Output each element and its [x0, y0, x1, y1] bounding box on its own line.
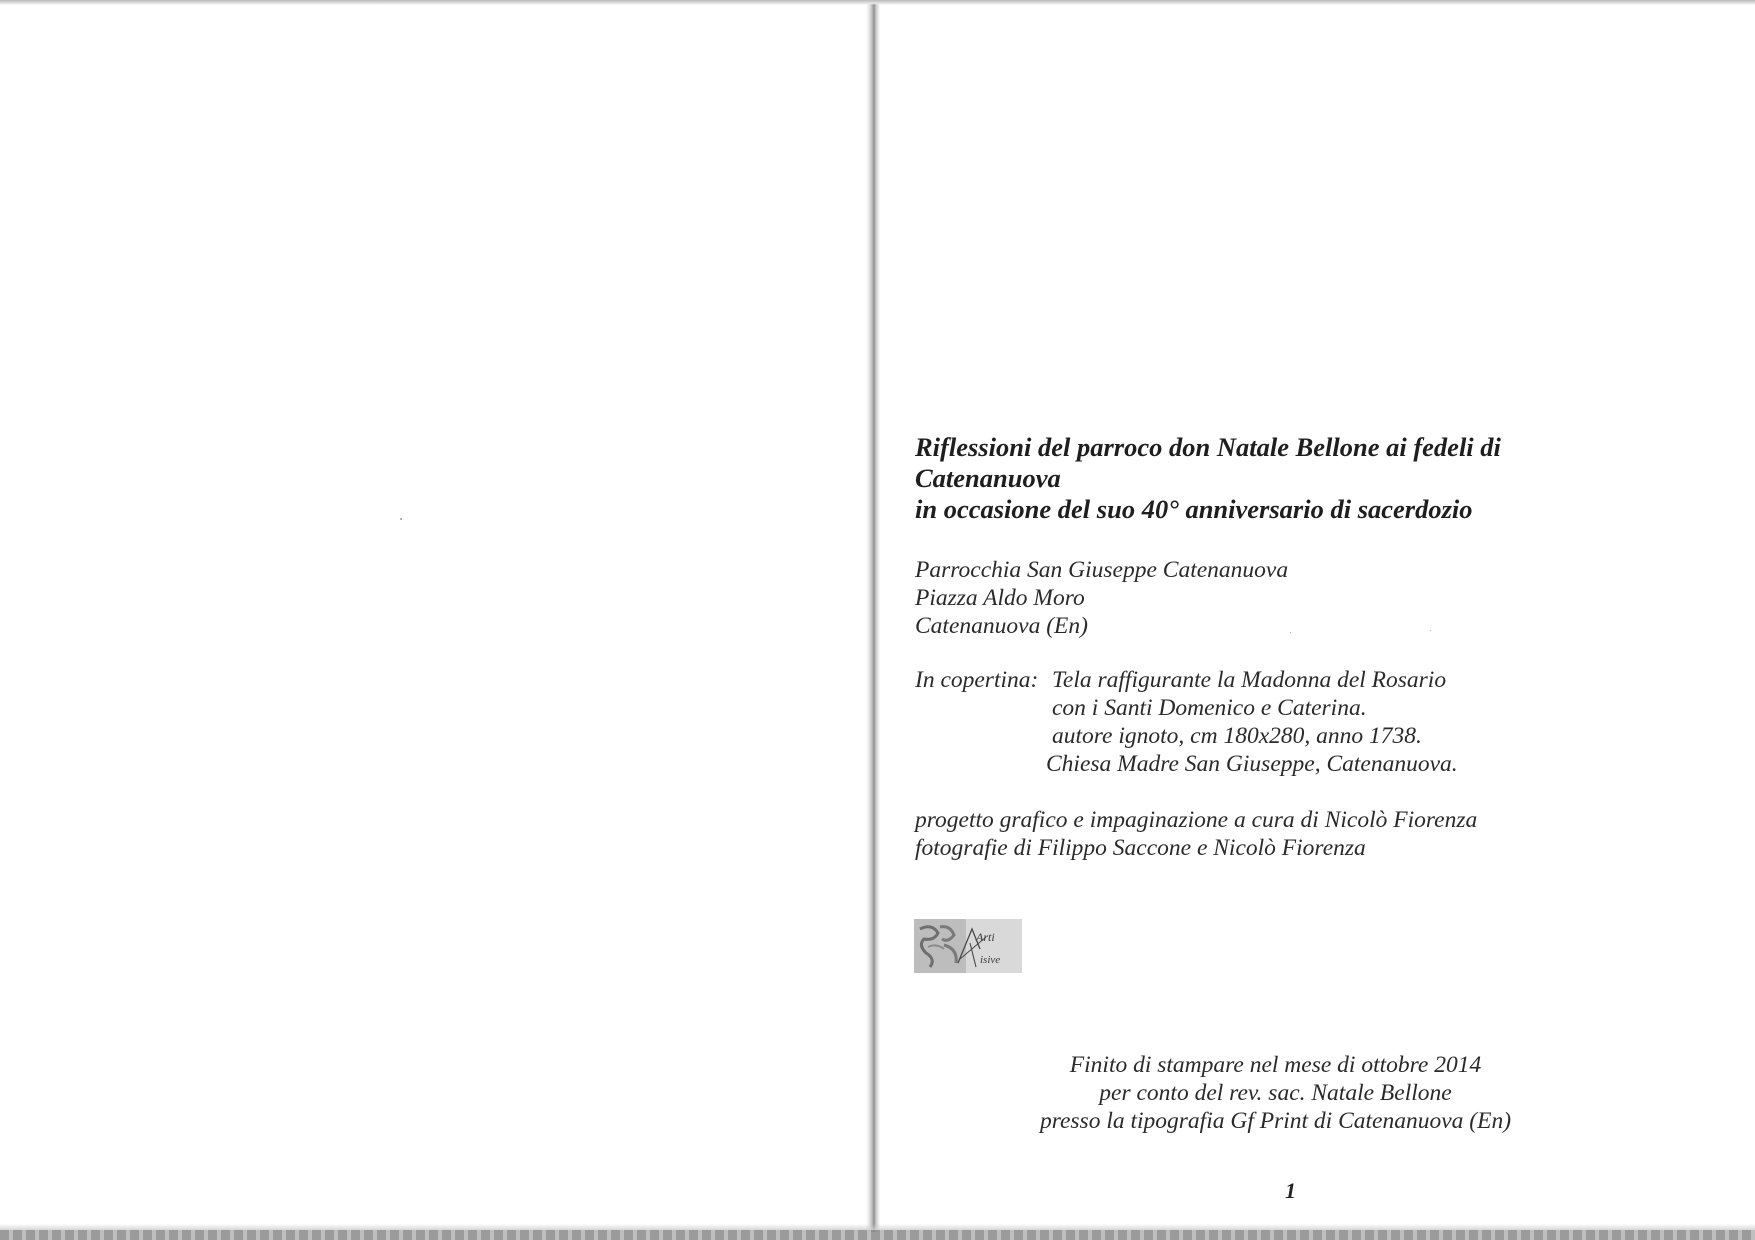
colophon-line: per conto del rev. sac. Natale Bellone: [1099, 1080, 1452, 1106]
title-line: Catenanuova: [915, 463, 1061, 493]
paper-speck: [1290, 632, 1291, 633]
cover-line: autore ignoto, cm 180x280, anno 1738.: [1052, 723, 1422, 749]
cover-line: Chiesa Madre San Giuseppe, Catenanuova.: [1046, 751, 1458, 777]
cover-row: [915, 722, 1422, 750]
page-number: 1: [1285, 1178, 1296, 1203]
colophon-line: Finito di stampare nel mese di ottobre 2014: [1069, 1052, 1482, 1078]
paper-speck: [1430, 630, 1431, 631]
logo-text: isive: [980, 954, 1001, 966]
paper-speck: [400, 518, 402, 520]
cover-line: con i Santi Domenico e Caterina.: [1052, 695, 1367, 721]
parish-name: Parrocchia San Giuseppe Catenanuova: [915, 557, 1289, 583]
cover-row: [915, 666, 1447, 694]
city: Catenanuova (En): [915, 613, 1088, 639]
arti-visive-logo: [914, 919, 1022, 973]
photo-credit: fotografie di Filippo Saccone e Nicolò Fiorenza: [915, 835, 1366, 861]
top-scan-edge: [0, 0, 1755, 5]
cover-row: [915, 750, 1458, 778]
cover-label: In copertina:: [915, 667, 1039, 693]
title-line: in occasione del suo 40° anniversario di sacerdozio: [915, 494, 1473, 524]
bottom-scan-edge: [0, 1230, 1755, 1240]
parish-address: [915, 556, 1288, 640]
colophon: [1038, 1051, 1513, 1135]
colophon-line: presso la tipografia Gf Print di Catenanuova (En): [1039, 1108, 1512, 1134]
book-gutter: [866, 0, 880, 1232]
design-credit: progetto grafico e impaginazione a cura di Nicolò Fiorenza: [915, 807, 1478, 833]
cover-row: [915, 694, 1367, 722]
title-line: Riflessioni del parroco don Natale Bellone ai fedeli di: [915, 432, 1501, 462]
cover-description: [915, 666, 1458, 778]
credits: [915, 806, 1477, 862]
logo-text: Arti: [976, 930, 995, 944]
left-page: [0, 0, 870, 1230]
street-address: Piazza Aldo Moro: [915, 585, 1085, 611]
cover-line: Tela raffigurante la Madonna del Rosario: [1052, 667, 1447, 693]
book-title: [915, 432, 1501, 525]
